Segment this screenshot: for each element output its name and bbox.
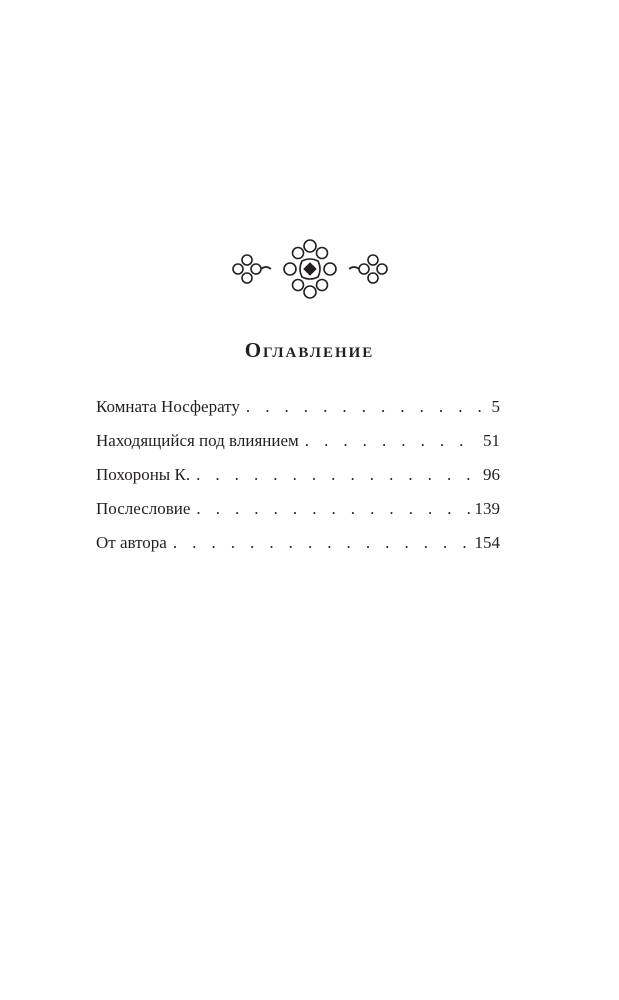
toc-entry-title: Комната Носферату bbox=[96, 397, 240, 416]
toc-entry[interactable] bbox=[96, 495, 500, 529]
toc-entry-title: Находящийся под влиянием bbox=[96, 431, 299, 450]
toc-entry-page-number: 154 bbox=[474, 533, 500, 552]
left-knot-icon bbox=[233, 255, 271, 283]
dot-leader bbox=[246, 393, 488, 421]
page-title: Оглавление bbox=[244, 338, 375, 362]
right-knot-icon bbox=[349, 255, 387, 283]
toc-entry[interactable] bbox=[96, 427, 500, 461]
celtic-knot-ornament-icon bbox=[230, 236, 390, 302]
center-knot-icon bbox=[284, 240, 336, 298]
dot-leader bbox=[196, 495, 470, 523]
decorative-ornament bbox=[0, 236, 619, 302]
toc-entry[interactable] bbox=[96, 461, 500, 495]
toc-entry-page-number: 51 bbox=[483, 431, 500, 450]
toc-entry-page-number: 96 bbox=[483, 465, 500, 484]
toc-entry-title: От автора bbox=[96, 533, 167, 552]
toc-entry[interactable] bbox=[96, 529, 500, 563]
toc-entry-page-number: 139 bbox=[474, 499, 500, 518]
dot-leader bbox=[173, 529, 471, 557]
toc-entry-title: Похороны К. bbox=[96, 465, 191, 484]
toc-entry-page-number: 5 bbox=[491, 397, 500, 416]
dot-leader bbox=[305, 427, 479, 455]
table-of-contents bbox=[96, 393, 500, 563]
toc-entry-title: Послесловие bbox=[96, 499, 191, 518]
dot-leader bbox=[196, 461, 479, 489]
toc-entry[interactable] bbox=[96, 393, 500, 427]
